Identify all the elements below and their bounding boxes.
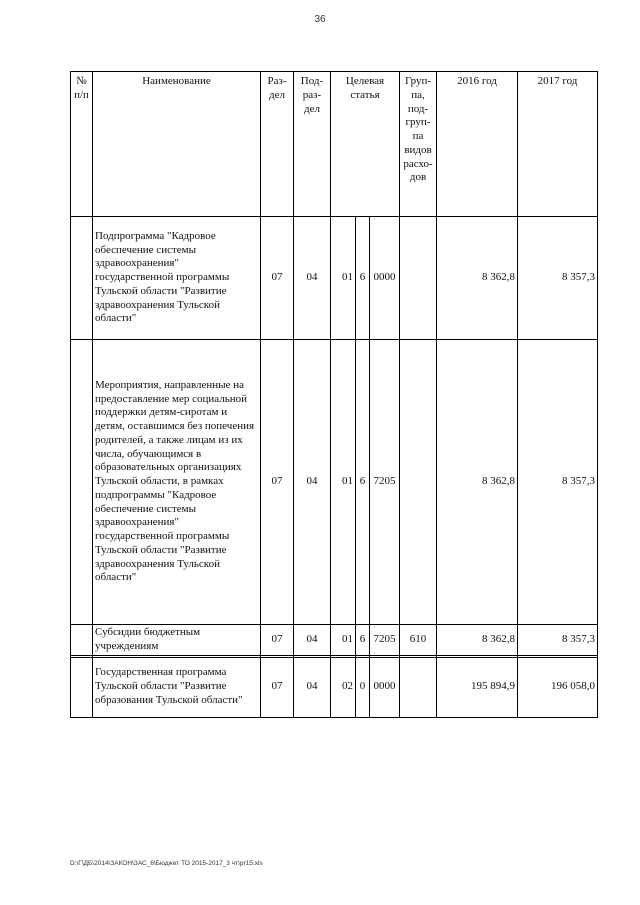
row-target-code: 0000: [370, 657, 400, 717]
row-amount-2016: 195 894,9: [437, 657, 518, 717]
table-row: [71, 340, 598, 625]
header-expense-group: Груп-па, под-груп-па видов расхо-дов: [400, 72, 437, 217]
row-target-subprogram: 6: [356, 217, 370, 340]
row-amount-2017: 8 357,3: [518, 217, 598, 340]
page-number: 36: [314, 14, 326, 25]
row-num: [71, 625, 93, 656]
header-target-article: Целевая статья: [331, 72, 400, 217]
row-subsection: 04: [294, 217, 331, 340]
row-amount-2016: 8 362,8: [437, 625, 518, 656]
header-name: Наименование: [93, 72, 261, 217]
row-section: 07: [261, 657, 294, 717]
row-name: Государственная программа Тульской области "Развитие образования Тульской области": [93, 657, 261, 717]
table-header-row: [71, 72, 598, 217]
row-expense-group: [400, 217, 437, 340]
row-target-program: 01: [331, 625, 356, 656]
row-subsection: 04: [294, 657, 331, 717]
header-2016: 2016 год: [437, 72, 518, 217]
row-target-code: 7205: [370, 625, 400, 656]
row-target-code: 0000: [370, 217, 400, 340]
row-subsection: 04: [294, 340, 331, 625]
row-target-subprogram: 6: [356, 340, 370, 625]
file-path-footer: D:\Г\ДБ\2014\ЗАКОН\ЗАС_6\Бюджет ТО 2015-2017_3 чт\pr15.xls: [70, 860, 263, 867]
row-target-program: 02: [331, 657, 356, 717]
table-row: [71, 217, 598, 340]
row-target-program: 01: [331, 217, 356, 340]
row-section: 07: [261, 340, 294, 625]
row-name: Субсидии бюджетным учреждениям: [93, 625, 261, 656]
row-expense-group: 610: [400, 625, 437, 656]
row-subsection: 04: [294, 625, 331, 656]
row-target-program: 01: [331, 340, 356, 625]
row-target-subprogram: 6: [356, 625, 370, 656]
table-row: [71, 657, 598, 717]
row-amount-2016: 8 362,8: [437, 217, 518, 340]
budget-table: [70, 71, 598, 718]
row-section: 07: [261, 217, 294, 340]
row-amount-2017: 8 357,3: [518, 340, 598, 625]
row-target-code: 7205: [370, 340, 400, 625]
header-num: № п/п: [71, 72, 93, 217]
row-name: Подпрограмма "Кадровое обеспечение системы здравоохранения" государственной программы Тульской области "Развитие здравоохранения Тульской области": [93, 217, 261, 340]
row-expense-group: [400, 340, 437, 625]
header-2017: 2017 год: [518, 72, 598, 217]
row-section: 07: [261, 625, 294, 656]
row-target-subprogram: 0: [356, 657, 370, 717]
row-num: [71, 657, 93, 717]
row-name: Мероприятия, направленные на предоставление мер социальной поддержки детям-сиротам и детям, оставшимся без попечения родителей, а также лицам из их числа, обучающимся в образовательных организациях Тульской области, в рамках подпрограммы "Кадровое обеспечение системы здравоохранения" государственной программы Тульской области "Развитие здравоохранения Тульской области": [93, 340, 261, 625]
header-section: Раз-дел: [261, 72, 294, 217]
row-amount-2017: 196 058,0: [518, 657, 598, 717]
header-subsection: Под-раз-дел: [294, 72, 331, 217]
row-amount-2016: 8 362,8: [437, 340, 518, 625]
table-row: [71, 625, 598, 656]
row-num: [71, 340, 93, 625]
row-expense-group: [400, 657, 437, 717]
row-amount-2017: 8 357,3: [518, 625, 598, 656]
row-num: [71, 217, 93, 340]
